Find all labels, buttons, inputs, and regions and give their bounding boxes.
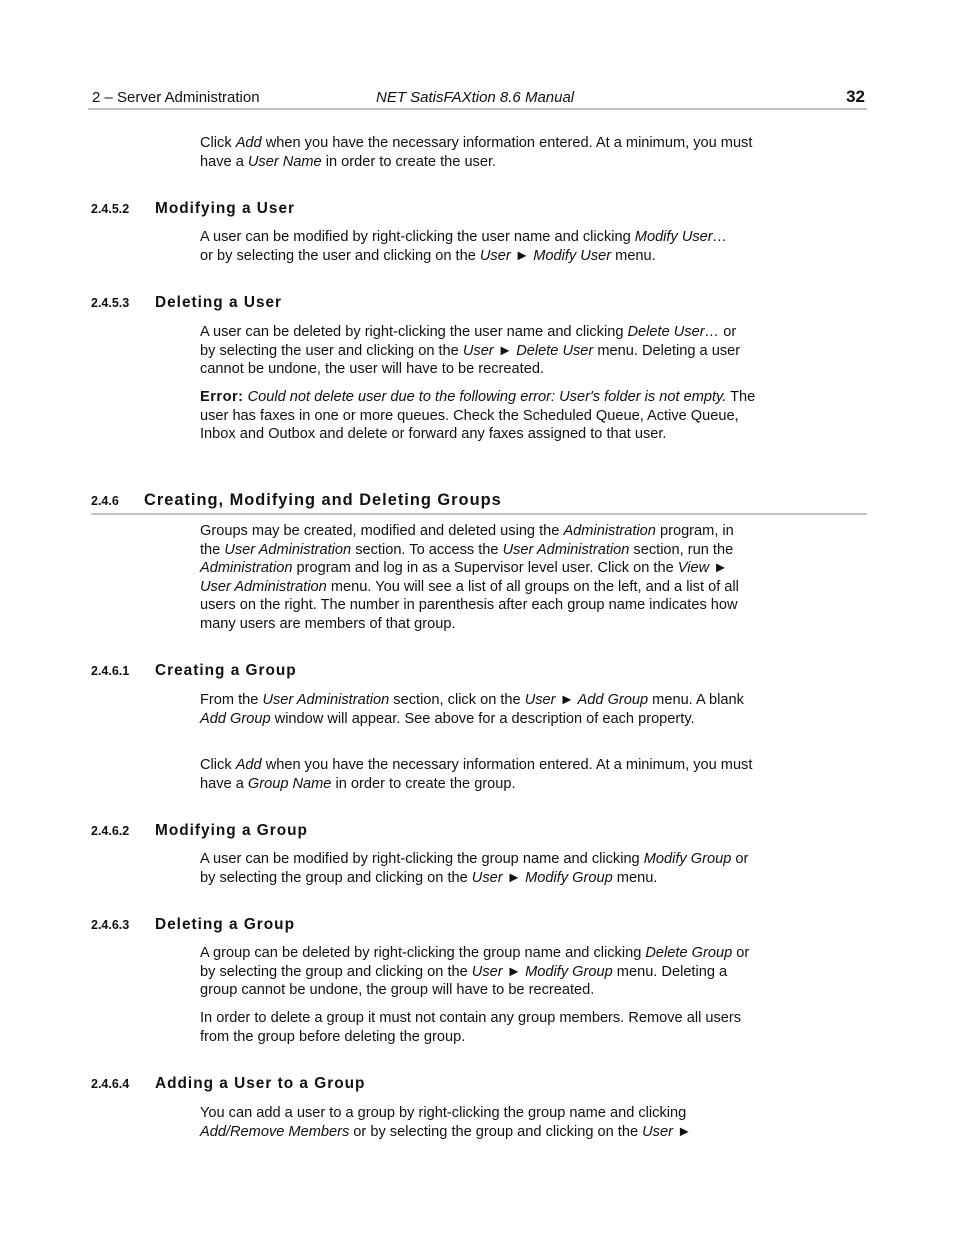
body-text-run: section, run the <box>629 541 734 558</box>
emphasis-text: User ► Delete User <box>462 342 594 359</box>
body-text-run: window will appear. See above for a description of each property. <box>270 710 695 727</box>
body-text-run: Click <box>200 135 236 151</box>
body-text-run: when you have the necessary information entered. At a minimum, you must have a <box>200 135 753 170</box>
emphasis-text: User ► <box>642 1123 692 1140</box>
heading-adding-user-group <box>91 1075 365 1093</box>
body-text-run: or by selecting the user and clicking on the <box>200 324 737 359</box>
section-number: 2.4.5.2 <box>91 202 130 216</box>
emphasis-text: User ► Modify Group <box>471 963 613 980</box>
section-number: 2.4.5.3 <box>91 296 130 310</box>
emphasis-text: Add <box>235 757 262 773</box>
modify-group-paragraph <box>200 850 760 887</box>
body-text-run: program and log in as a Supervisor level user. Click on the <box>292 560 678 577</box>
body-text-run: menu. <box>611 247 656 264</box>
body-text-run: From the <box>200 692 263 708</box>
section-title: Deleting a Group <box>155 916 295 933</box>
body-text-run: The user has faxes in one or more queues. Check the Scheduled Queue, Active Queue, Inbox and Outbox and delete or forward any faxes assigned to that user. <box>200 389 756 443</box>
body-text-run: section. To access the <box>351 541 503 558</box>
body-text-run: in order to create the user. <box>321 153 497 170</box>
add-user-group-paragraph <box>200 1104 730 1141</box>
body-text-run: Click <box>200 757 236 773</box>
emphasis-text: Add Group <box>200 710 271 727</box>
body-text-run: when you have the necessary information entered. At a minimum, you must have a <box>200 757 753 792</box>
body-text-run: Groups may be created, modified and deleted using the <box>200 523 564 539</box>
heading-creating-group <box>91 662 297 680</box>
body-text-run: or by selecting the group and clicking on the <box>200 851 749 886</box>
emphasis-text: Administration <box>200 560 293 577</box>
page-number: 32 <box>846 87 865 106</box>
create-group-add-paragraph <box>200 756 755 793</box>
body-text-run: program, in the <box>200 523 734 558</box>
emphasis-text: Modify User… <box>634 229 728 245</box>
chapter-title: 2 – Server Administration <box>92 89 260 106</box>
section-title: Modifying a Group <box>155 822 308 839</box>
delete-group-paragraph <box>200 944 760 1000</box>
body-text-run: A group can be deleted by right-clicking the group name and clicking <box>200 945 646 961</box>
modify-user-paragraph <box>200 228 740 265</box>
page-header <box>88 88 867 110</box>
section-title: Adding a User to a Group <box>155 1075 366 1092</box>
body-text-run: or by selecting the user and clicking on the <box>200 247 480 264</box>
section-number: 2.4.6.4 <box>91 1077 130 1091</box>
emphasis-text: Add/Remove Members <box>200 1123 350 1140</box>
body-text-run: or by selecting the group and clicking on the <box>349 1123 643 1140</box>
heading-modifying-user <box>91 200 295 218</box>
body-text-run: section, click on the <box>389 692 525 708</box>
emphasis-text: Administration <box>563 523 656 539</box>
error-paragraph <box>200 388 760 444</box>
groups-paragraph <box>200 522 752 634</box>
emphasis-text: User ► Modify User <box>479 247 612 264</box>
section-number: 2.4.6.3 <box>91 918 130 932</box>
emphasis-text: User Name <box>247 153 322 170</box>
body-text-run: menu. <box>612 869 658 886</box>
section-title: Creating a Group <box>155 662 297 679</box>
body-text-run: in order to create the group. <box>331 775 516 792</box>
emphasis-text: Delete Group <box>645 945 733 961</box>
body-text-run: menu. A blank <box>648 692 744 708</box>
body-text-run: or by selecting the group and clicking on the <box>200 945 750 980</box>
section-title: Deleting a User <box>155 294 283 311</box>
intro-paragraph <box>200 134 755 171</box>
emphasis-text: View ► User Administration <box>200 560 728 595</box>
emphasis-text: User ► Modify Group <box>471 869 613 886</box>
emphasis-text: Modify Group <box>643 851 732 867</box>
section-number: 2.4.6 <box>91 494 119 508</box>
heading-deleting-group <box>91 916 295 934</box>
body-text-run: menu. Deleting a user cannot be undone, the user will have to be recreated. <box>200 342 741 378</box>
heading-groups <box>91 491 867 515</box>
delete-user-paragraph <box>200 323 755 379</box>
delete-group-members-paragraph <box>200 1009 745 1046</box>
body-text-run: menu. Deleting a group cannot be undone, the group will have to be recreated. <box>200 963 728 999</box>
error-label: Error: <box>200 389 244 405</box>
emphasis-text: Add <box>235 135 262 151</box>
section-title: Creating, Modifying and Deleting Groups <box>144 491 502 509</box>
section-number: 2.4.6.2 <box>91 824 130 838</box>
heading-modifying-group <box>91 822 308 840</box>
body-text-run: menu. You will see a list of all groups on the left, and a list of all users on the right. The number in parenthesis after each group name indicates how many users are members of that group. <box>200 578 739 632</box>
emphasis-text: User Administration <box>224 541 352 558</box>
body-text-run: You can add a user to a group by right-clicking the group name and clicking <box>200 1105 687 1121</box>
emphasis-text: Could not delete user due to the following error: User's folder is not empty. <box>247 389 727 405</box>
emphasis-text: Group Name <box>247 775 332 792</box>
create-group-paragraph <box>200 691 745 728</box>
body-text-run: A user can be deleted by right-clicking the user name and clicking <box>200 324 628 340</box>
emphasis-text: Delete User… <box>627 324 720 340</box>
body-text-run: In order to delete a group it must not contain any group members. Remove all users from the group before deleting the group. <box>200 1010 742 1045</box>
section-title: Modifying a User <box>155 200 295 217</box>
section-number: 2.4.6.1 <box>91 664 130 678</box>
emphasis-text: User Administration <box>502 541 630 558</box>
body-text-run: A user can be modified by right-clicking the user name and clicking <box>200 229 635 245</box>
manual-title: NET SatisFAXtion 8.6 Manual <box>376 89 575 106</box>
body-text-run: A user can be modified by right-clicking the group name and clicking <box>200 851 644 867</box>
heading-deleting-user <box>91 294 282 312</box>
emphasis-text: User Administration <box>262 692 390 708</box>
emphasis-text: User ► Add Group <box>524 692 649 708</box>
